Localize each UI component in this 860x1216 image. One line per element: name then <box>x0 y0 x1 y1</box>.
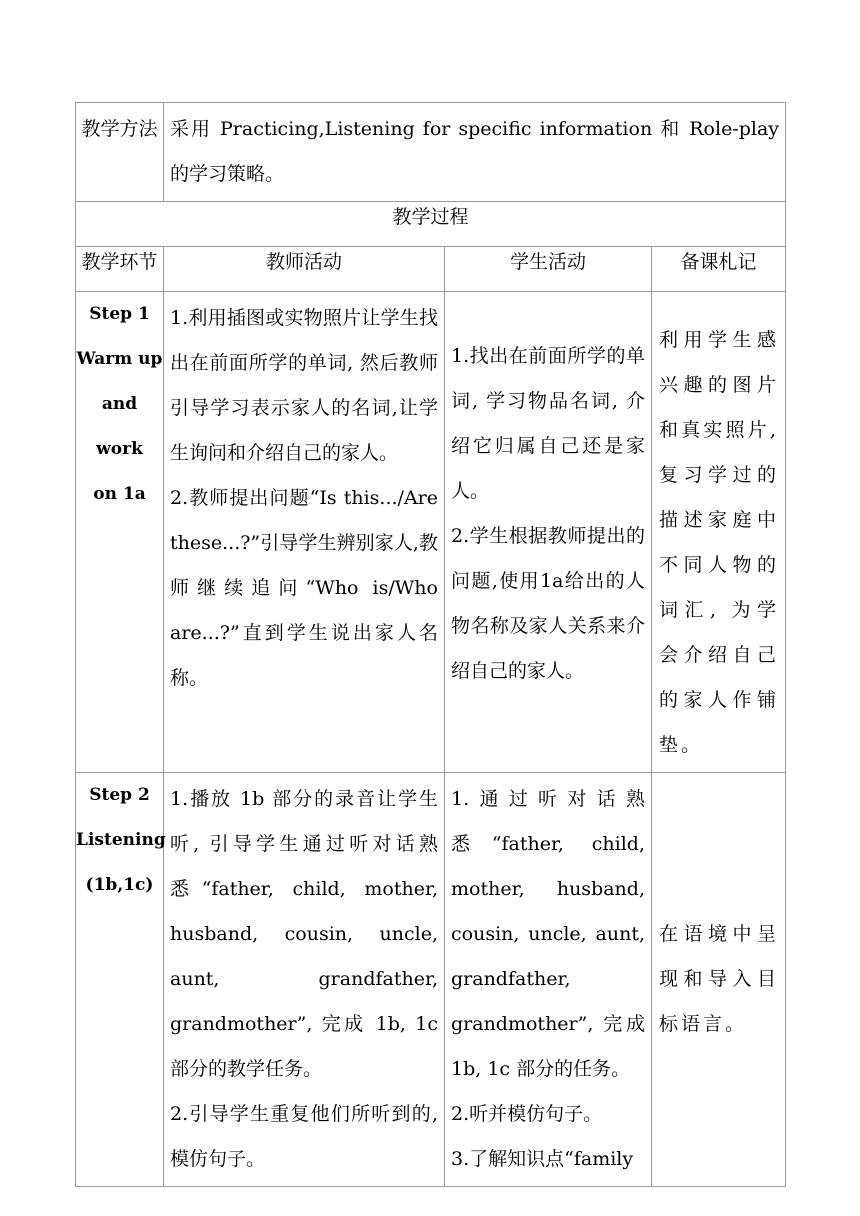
method-text: 采用 Practicing,Listening for specific information 和 Role-play 的学习策略。 <box>170 118 780 185</box>
process-title: 教学过程 <box>76 202 786 247</box>
step1-label <box>76 292 164 773</box>
step1-note-cell <box>652 292 786 773</box>
step2-teacher-item: 1.播放 1b 部分的录音让学生听, 引导学生通过听对话熟悉“father, child, mother, husband, cousin, uncle, aunt, grandfather, grandmother”, 完成 1b, 1c 部分的教学任务。 <box>170 788 438 1080</box>
step1-line: and work <box>96 394 143 459</box>
step1-line: Warm up <box>76 349 163 369</box>
method-label-cell <box>76 103 164 202</box>
step1-student-item: 2.学生根据教师提出的问题,使用1a给出的人物名称及家人关系来介绍自己的家人。 <box>451 525 645 682</box>
step2-student-item: 2.听并模仿句子。 <box>451 1103 603 1125</box>
header-notes: 备课札记 <box>652 247 786 292</box>
process-title-row <box>76 202 786 247</box>
step1-student-cell <box>445 292 652 773</box>
header-stage: 教学环节 <box>76 247 164 292</box>
step2-row <box>76 773 786 1187</box>
step2-note: 在语境中呈现和导入目标语言。 <box>659 923 780 1035</box>
step2-student-item: 1.通过听对话熟悉“father, child, mother, husband, cousin, uncle, aunt, grandfather, grandmother”, 完成1b, 1c 部分的任务。 <box>451 788 645 1080</box>
header-row <box>76 247 786 292</box>
step1-student-item: 1.找出在前面所学的单词, 学习物品名词, 介绍它归属自己还是家人。 <box>451 345 645 502</box>
step1-teacher-item: 1.利用插图或实物照片让学生找出在前面所学的单词, 然后教师引导学习表示家人的名词,让学生询问和介绍自己的家人。 <box>170 307 438 464</box>
lesson-plan-table <box>75 102 786 1187</box>
step2-student-item: 3.了解知识点“family <box>451 1148 634 1170</box>
step2-label <box>76 773 164 1187</box>
step1-teacher-cell <box>164 292 445 773</box>
step2-teacher-cell <box>164 773 445 1187</box>
step1-teacher-item: 2.教师提出问题“Is this.../Are these...?”引导学生辨别家人,教师继续追问“Who is/Who are...?”直到学生说出家人名称。 <box>170 487 438 689</box>
step1-row <box>76 292 786 773</box>
step2-line: Listening <box>76 830 166 850</box>
method-label: 教学方法 <box>81 118 158 140</box>
step2-line: (1b,1c) <box>85 875 154 895</box>
step1-note: 利用学生感兴趣的图片和真实照片, 复习学过的描述家庭中不同人物的词汇, 为学会介绍自己的家人作铺垫。 <box>659 329 780 756</box>
step1-line: on 1a <box>93 484 146 504</box>
step2-note-cell <box>652 773 786 1187</box>
header-student: 学生活动 <box>445 247 652 292</box>
step2-teacher-item: 2.引导学生重复他们所听到的,模仿句子。 <box>170 1103 438 1170</box>
method-row <box>76 103 786 202</box>
step2-student-cell <box>445 773 652 1187</box>
method-text-cell <box>164 103 786 202</box>
header-teacher: 教师活动 <box>164 247 445 292</box>
step1-line: Step 1 <box>89 304 150 324</box>
step2-line: Step 2 <box>89 785 150 805</box>
